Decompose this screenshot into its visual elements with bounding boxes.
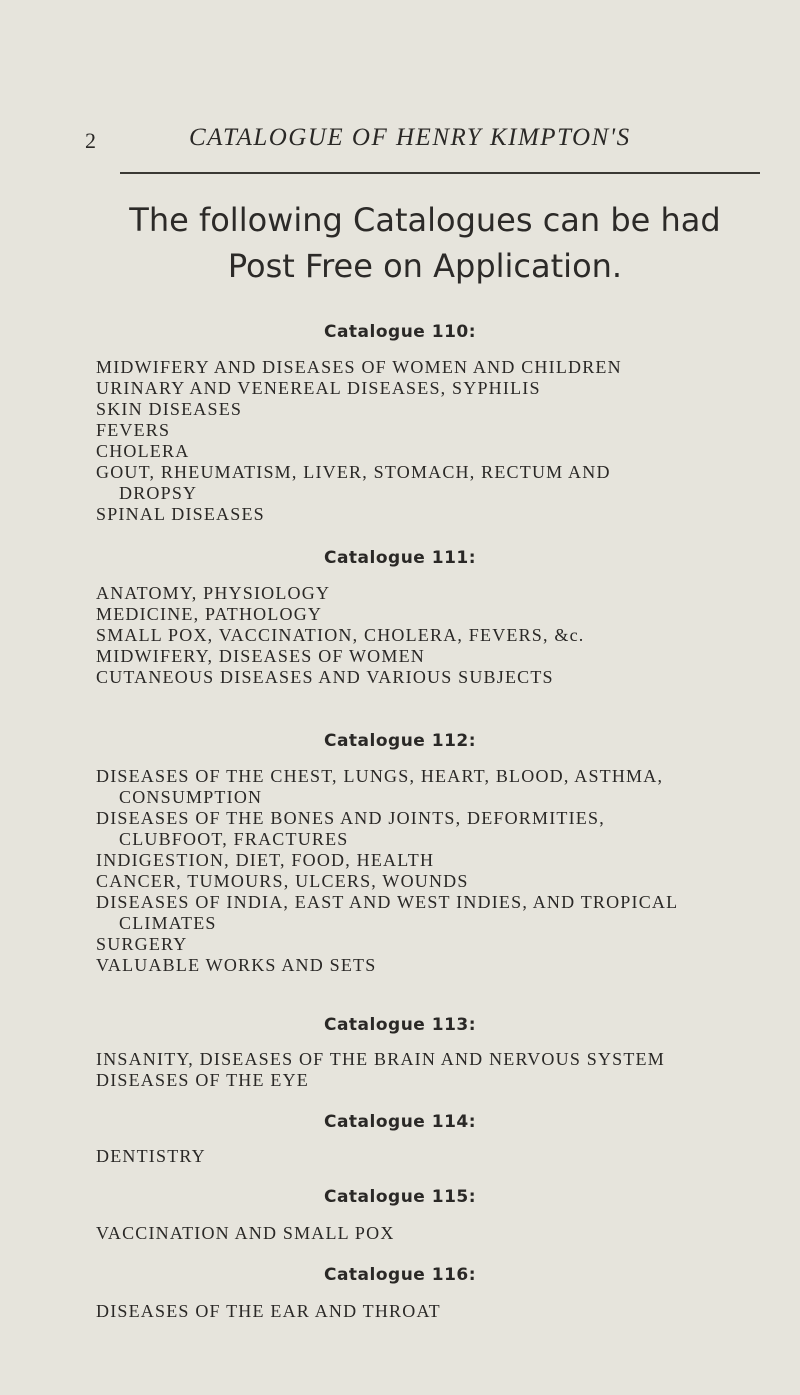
page-number: 2: [85, 128, 96, 153]
list-item: SURGERY: [96, 934, 188, 954]
catalogue-114-list: [96, 1146, 746, 1167]
list-item: DISEASES OF THE CHEST, LUNGS, HEART, BLOOD, ASTHMA,: [96, 766, 664, 786]
catalogue-110-list: [96, 357, 746, 525]
list-item: SPINAL DISEASES: [96, 504, 265, 524]
list-item: VALUABLE WORKS AND SETS: [96, 955, 377, 975]
catalogue-112-heading: Catalogue 112:: [323, 731, 477, 751]
list-item: CHOLERA: [96, 441, 190, 461]
list-item: CLUBFOOT, FRACTURES: [119, 829, 349, 849]
catalogue-116-list: [96, 1301, 746, 1322]
list-item: CLIMATES: [119, 913, 217, 933]
list-item: GOUT, RHEUMATISM, LIVER, STOMACH, RECTUM AND: [96, 462, 611, 482]
list-item: CANCER, TUMOURS, ULCERS, WOUNDS: [96, 871, 469, 891]
catalogue-116-heading: Catalogue 116:: [323, 1265, 477, 1285]
list-item: URINARY AND VENEREAL DISEASES, SYPHILIS: [96, 378, 541, 398]
list-item: VACCINATION AND SMALL POX: [96, 1223, 395, 1243]
header-rule: [120, 172, 760, 174]
list-item: CUTANEOUS DISEASES AND VARIOUS SUBJECTS: [96, 667, 554, 687]
catalogue-112-list: [96, 766, 746, 976]
list-item: DISEASES OF THE EAR AND THROAT: [96, 1301, 441, 1321]
catalogue-111-heading: Catalogue 111:: [323, 548, 477, 568]
catalogue-113-heading: Catalogue 113:: [323, 1015, 477, 1035]
list-item: DISEASES OF THE EYE: [96, 1070, 309, 1090]
list-item: INDIGESTION, DIET, FOOD, HEALTH: [96, 850, 435, 870]
catalogue-115-heading: Catalogue 115:: [323, 1187, 477, 1207]
catalogue-110-heading: Catalogue 110:: [323, 322, 477, 342]
list-item: CONSUMPTION: [119, 787, 263, 807]
list-item: MIDWIFERY, DISEASES OF WOMEN: [96, 646, 425, 666]
page-heading: The following Catalogues can be had Post Free on Application.: [129, 201, 721, 285]
catalogue-113-list: [96, 1049, 746, 1091]
list-item: MEDICINE, PATHOLOGY: [96, 604, 323, 624]
catalogue-115-list: [96, 1223, 746, 1244]
list-item: FEVERS: [96, 420, 171, 440]
list-item: DENTISTRY: [96, 1146, 206, 1166]
catalogue-114-heading: Catalogue 114:: [323, 1112, 477, 1132]
running-title: CATALOGUE OF HENRY KIMPTON'S: [189, 124, 631, 151]
list-item: SKIN DISEASES: [96, 399, 243, 419]
list-item: INSANITY, DISEASES OF THE BRAIN AND NERVOUS SYSTEM: [96, 1049, 665, 1069]
catalogue-111-list: [96, 583, 746, 688]
list-item: DISEASES OF INDIA, EAST AND WEST INDIES, AND TROPICAL: [96, 892, 679, 912]
list-item: DROPSY: [119, 483, 198, 503]
list-item: SMALL POX, VACCINATION, CHOLERA, FEVERS, &c.: [96, 625, 585, 645]
list-item: ANATOMY, PHYSIOLOGY: [96, 583, 331, 603]
running-head: [85, 120, 765, 160]
list-item: DISEASES OF THE BONES AND JOINTS, DEFORMITIES,: [96, 808, 605, 828]
list-item: MIDWIFERY AND DISEASES OF WOMEN AND CHILDREN: [96, 357, 622, 377]
